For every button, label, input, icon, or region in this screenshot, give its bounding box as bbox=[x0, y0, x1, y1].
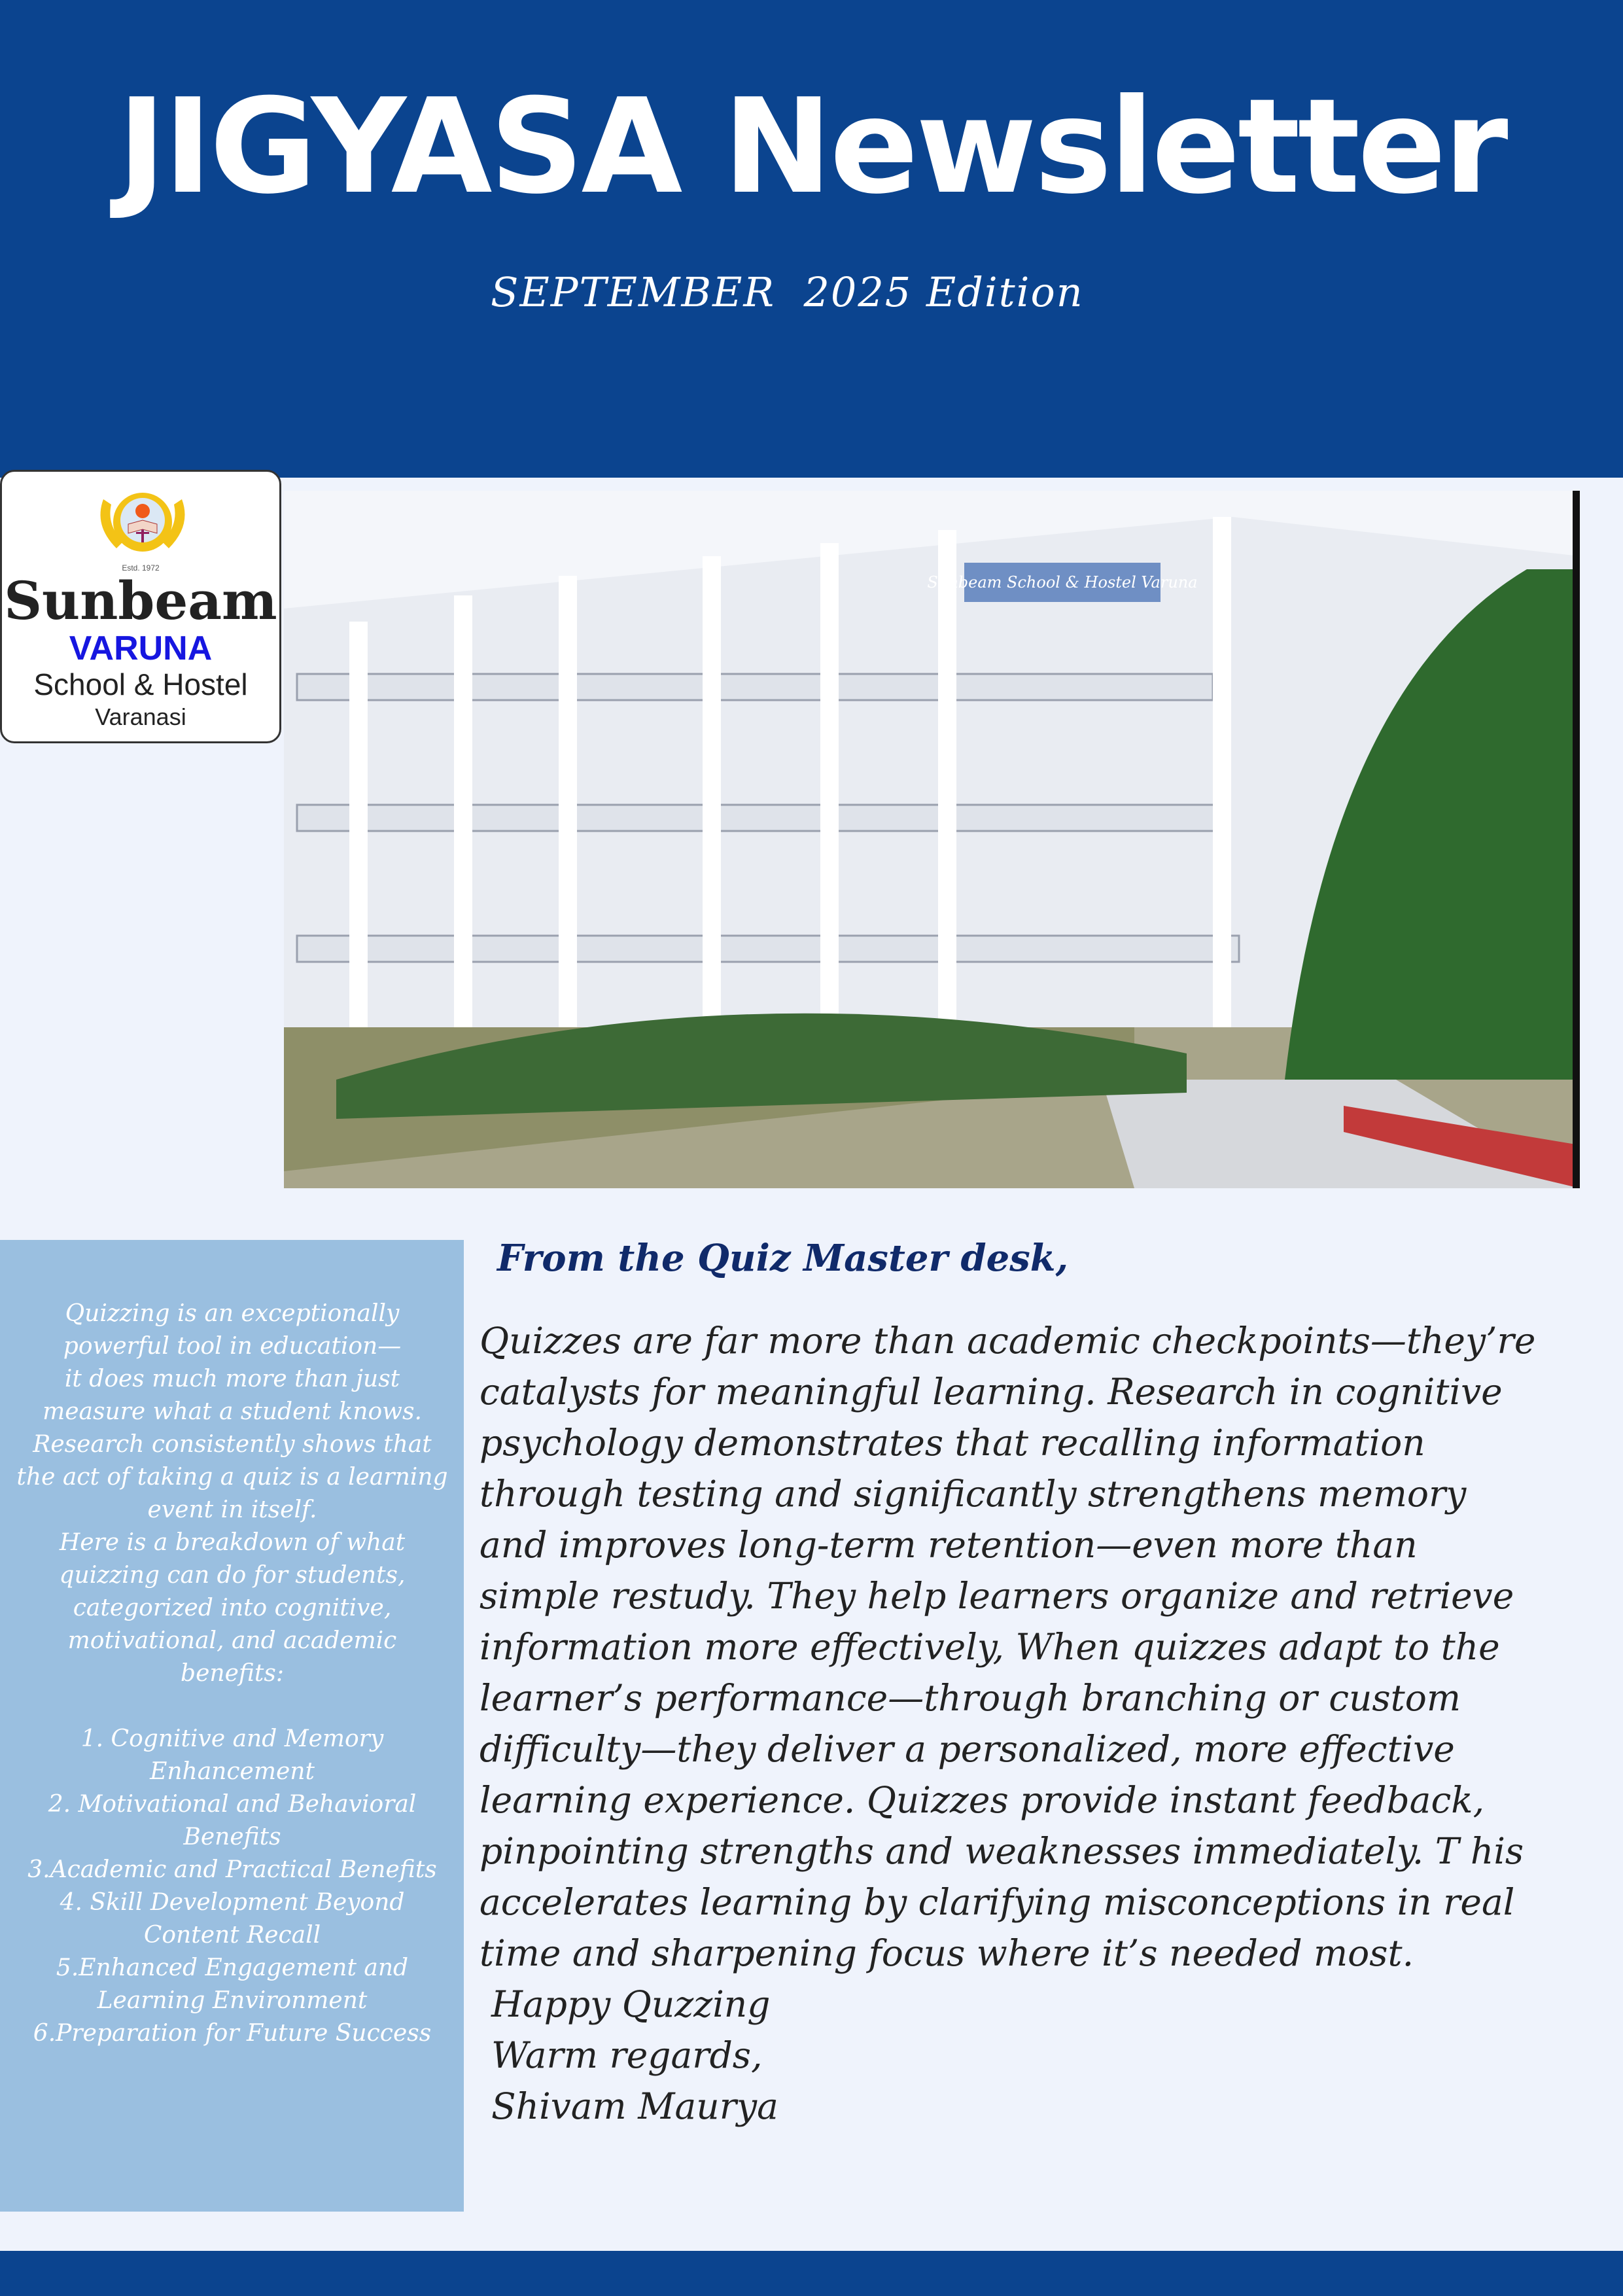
school-logo bbox=[0, 470, 281, 743]
header-banner bbox=[0, 0, 1623, 478]
closing-regards: Warm regards, bbox=[491, 2034, 763, 2076]
article-line: information more effectively, When quizzes adapt to the bbox=[480, 1626, 1500, 1668]
sidebar-text: Quizzing is an exceptionally powerful tool in education— it does much more than just measure what a student knows. Research consistently shows that the act of taking a quiz is a learning event in itself. Here is a breakdown of what quizzing can do for students, categorized into cognitive, motivational, and academic benefits: 1. Cognitive and Memory Enhancement 2. Motivational and Behavioral Benefits 3.Academic and Practical Benefits 4. Skill Development Beyond Content Recall 5.Enhanced Engagement and Learning Environment 6.Preparation for Future Success bbox=[16, 1300, 448, 2047]
article-line: and improves long-term retention—even more than bbox=[480, 1524, 1418, 1566]
article-body bbox=[480, 1315, 1605, 2132]
school-emblem-icon bbox=[90, 486, 195, 558]
article-line: psychology demonstrates that recalling information bbox=[480, 1422, 1425, 1464]
logo-subtitle: School & Hostel bbox=[33, 667, 248, 701]
logo-city: Varanasi bbox=[95, 703, 186, 730]
article-line: through testing and significantly strengthens memory bbox=[480, 1473, 1467, 1515]
article-line: learner’s performance—through branching or custom bbox=[480, 1677, 1461, 1719]
school-building-photo bbox=[284, 491, 1580, 1188]
newsletter-title: JIGYASA Newsletter bbox=[117, 71, 1506, 223]
article-line: time and sharpening focus where it’s needed most. bbox=[480, 1932, 1414, 1974]
building-sign-text: Sunbeam School & Hostel Varuna bbox=[927, 573, 1198, 592]
author-name: Shivam Maurya bbox=[491, 2085, 778, 2127]
logo-name: Sunbeam bbox=[4, 570, 277, 631]
article-line: catalysts for meaningful learning. Research in cognitive bbox=[480, 1371, 1503, 1413]
logo-estd: Estd. 1972 bbox=[122, 563, 160, 573]
article-line: difficulty—they deliver a personalized, more effective bbox=[480, 1728, 1455, 1770]
logo-branch: VARUNA bbox=[69, 629, 213, 667]
closing-greeting: Happy Quzzing bbox=[491, 1983, 771, 2025]
article-heading: From the Quiz Master desk, bbox=[497, 1237, 1069, 1280]
article-line: pinpointing strengths and weaknesses immediately. T his bbox=[480, 1830, 1524, 1872]
article-line: Quizzes are far more than academic checkpoints—they’re bbox=[480, 1320, 1536, 1362]
article-line: learning experience. Quizzes provide instant feedback, bbox=[480, 1779, 1485, 1821]
article-line: simple restudy. They help learners organize and retrieve bbox=[480, 1575, 1514, 1617]
footer-bar bbox=[0, 2251, 1623, 2296]
edition-label: SEPTEMBER 2025 Edition bbox=[491, 268, 1084, 316]
sidebar-benefits-panel bbox=[0, 1240, 464, 2212]
article-line: accelerates learning by clarifying misconceptions in real bbox=[480, 1881, 1515, 1923]
